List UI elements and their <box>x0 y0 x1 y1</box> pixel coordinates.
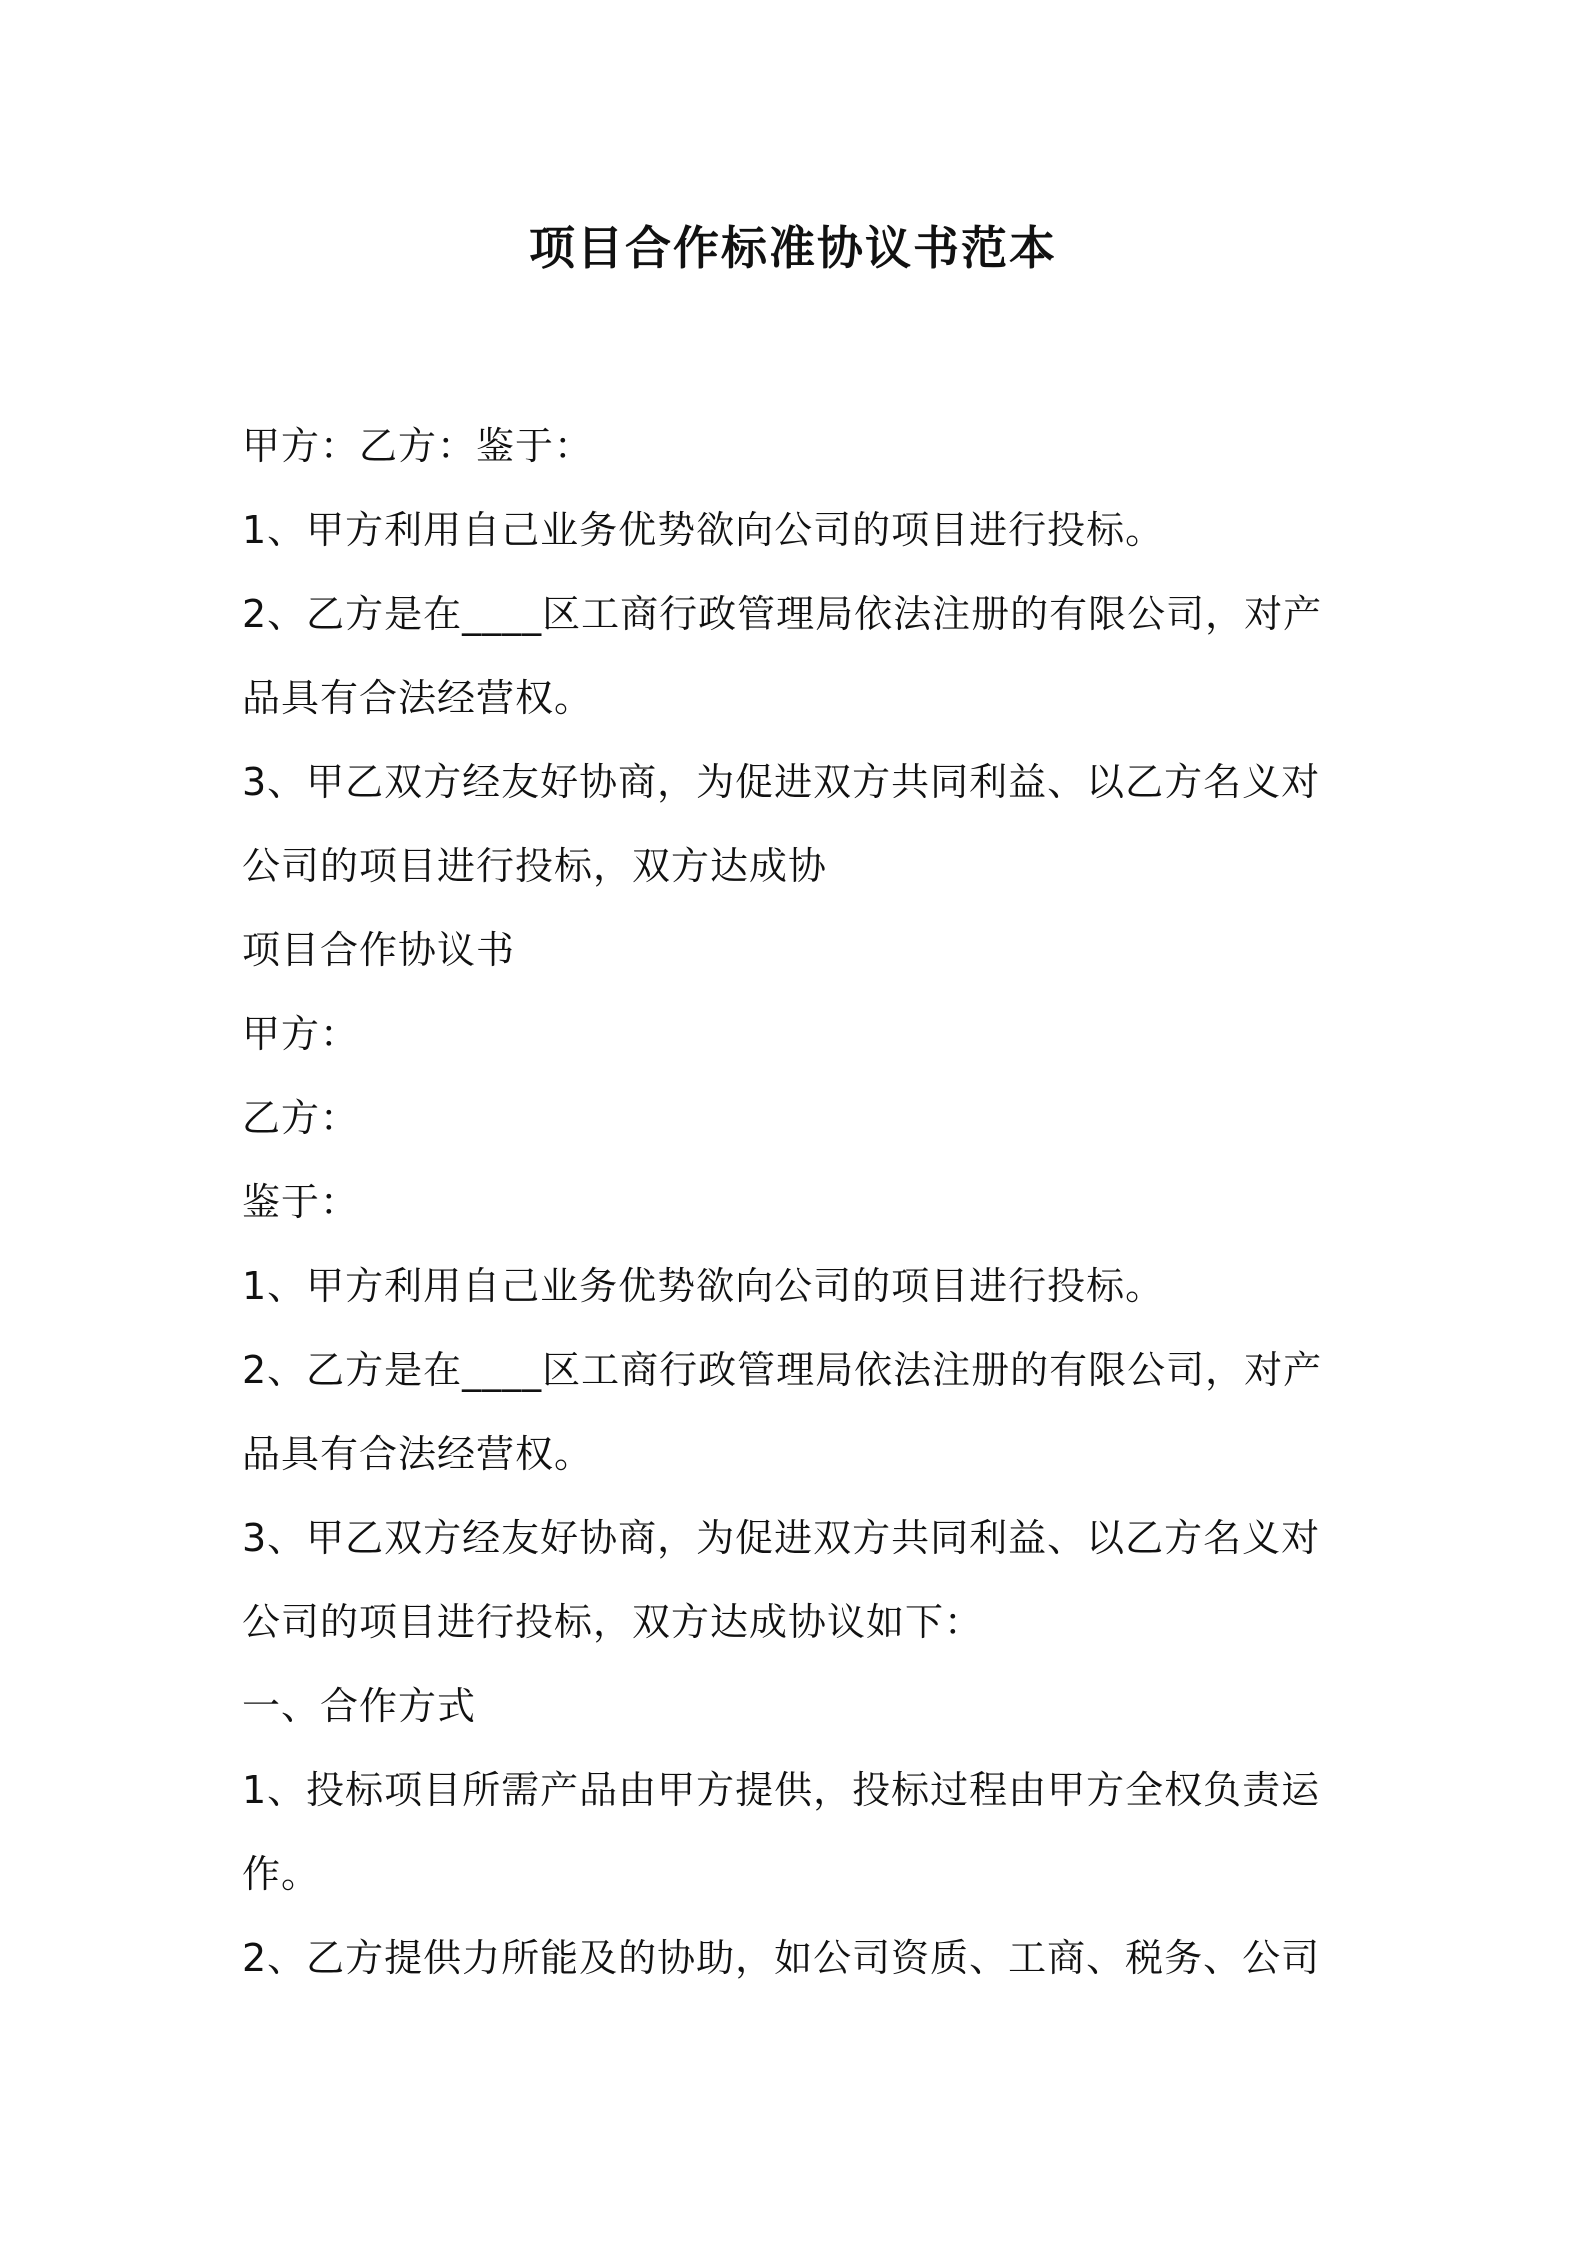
clause-line: 品具有合法经营权。 <box>242 676 594 720</box>
party-b-line: 乙方： <box>242 1096 360 1140</box>
party-a-line: 甲方： <box>242 1012 360 1056</box>
section-heading: 一、合作方式 <box>242 1684 477 1728</box>
document-title: 项目合作标准协议书范本 <box>529 221 1057 275</box>
document-body <box>242 404 1352 2000</box>
clause-line: 1、甲方利用自己业务优势欲向公司的项目进行投标。 <box>242 1264 1165 1308</box>
clause-line: 作。 <box>242 1852 321 1896</box>
party-header-line: 甲方：乙方：鉴于： <box>242 424 594 468</box>
clause-line: 1、投标项目所需产品由甲方提供，投标过程由甲方全权负责运 <box>242 1768 1321 1812</box>
clause-line: 3、甲乙双方经友好协商，为促进双方共同利益、以乙方名义对 <box>242 760 1321 804</box>
clause-line: 公司的项目进行投标，双方达成协 <box>242 844 828 888</box>
clause-line: 3、甲乙双方经友好协商，为促进双方共同利益、以乙方名义对 <box>242 1516 1321 1560</box>
clause-line: 2、乙方是在____区工商行政管理局依法注册的有限公司，对产 <box>242 592 1323 636</box>
clause-line: 2、乙方是在____区工商行政管理局依法注册的有限公司，对产 <box>242 1348 1323 1392</box>
clause-line: 品具有合法经营权。 <box>242 1432 594 1476</box>
whereas-line: 鉴于： <box>242 1180 360 1224</box>
clause-line: 公司的项目进行投标，双方达成协议如下： <box>242 1600 984 1644</box>
clause-line: 2、乙方提供力所能及的协助，如公司资质、工商、税务、公司 <box>242 1936 1321 1980</box>
section-heading: 项目合作协议书 <box>242 928 516 972</box>
clause-line: 1、甲方利用自己业务优势欲向公司的项目进行投标。 <box>242 508 1165 552</box>
